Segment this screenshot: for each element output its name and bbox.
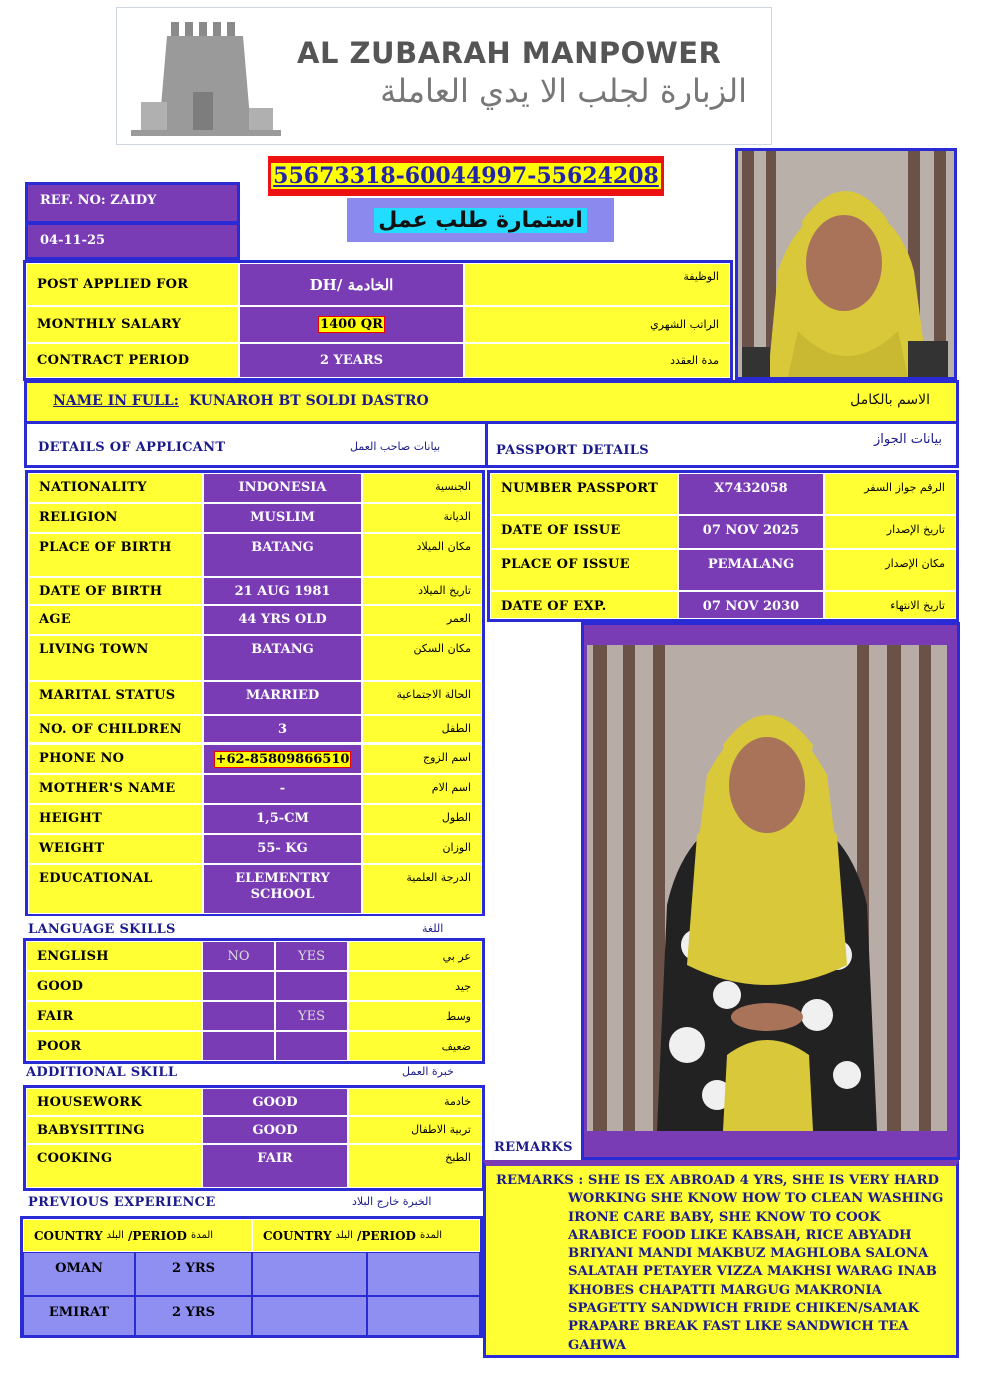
applicant-row-label: NO. OF CHILDREN <box>28 715 203 743</box>
experience-empty-cell <box>367 1296 480 1336</box>
full-name-label: NAME IN FULL: <box>53 393 179 409</box>
col-country: COUNTRY <box>34 1228 103 1243</box>
applicant-row-value: ELEMENTRY SCHOOL <box>203 864 362 914</box>
skill-row-label-ar: خادمة <box>348 1088 482 1116</box>
passport-row-value: PEMALANG <box>678 549 824 591</box>
passport-row-label-ar: مكان الإصدار <box>824 549 956 591</box>
full-name-value: KUNAROH BT SOLDI DASTRO <box>189 393 429 409</box>
applicant-row-value: MARRIED <box>203 681 362 715</box>
full-body-image <box>587 645 947 1131</box>
language-no-cell <box>202 971 275 1001</box>
job-value: 2 YEARS <box>239 343 464 378</box>
applicant-row-label-ar: اسم الام <box>362 774 482 804</box>
language-section-title-ar: اللغة <box>422 922 444 935</box>
passport-row-label: DATE OF EXP. <box>490 591 678 619</box>
applicant-row-value: 55- KG <box>203 834 362 864</box>
additional-section-title-ar: خبرة العمل <box>402 1065 454 1078</box>
language-row-label: FAIR <box>26 1001 202 1031</box>
experience-country: OMAN <box>23 1252 135 1296</box>
applicant-row-label-ar: تاريخ الميلاد <box>362 577 482 605</box>
form-title-box <box>347 198 614 242</box>
col-country: COUNTRY <box>263 1228 332 1243</box>
portrait-image <box>738 151 954 377</box>
language-row-label: GOOD <box>26 971 202 1001</box>
applicant-row-value: BATANG <box>203 635 362 681</box>
form-title: استمارة طلب عمل <box>374 208 587 233</box>
phone-value: +62-85809866510 <box>215 752 350 767</box>
applicant-row-label-ar: الدرجة العلمية <box>362 864 482 914</box>
ref-date-box <box>25 222 240 260</box>
company-logo-banner <box>116 7 772 145</box>
applicant-row-label-ar: الجنسية <box>362 473 482 503</box>
applicant-row-label: PHONE NO <box>28 744 203 774</box>
col-period: /PERIOD <box>127 1228 187 1243</box>
job-label-ar: الوظيفة <box>464 263 730 306</box>
passport-row-value: 07 NOV 2030 <box>678 591 824 619</box>
job-label: CONTRACT PERIOD <box>26 343 239 378</box>
previous-section-title: PREVIOUS EXPERIENCE <box>28 1195 216 1210</box>
applicant-row-label-ar: اسم الزوج <box>362 744 482 774</box>
language-row-label: POOR <box>26 1031 202 1061</box>
applicant-row-value: BATANG <box>203 533 362 577</box>
col-country-ar: البلد <box>106 1230 124 1241</box>
language-yes-cell <box>275 1031 348 1061</box>
remarks-text: REMARKS : SHE IS EX ABROAD 4 YRS, SHE IS VERY HARD WORKING SHE KNOW HOW TO CLEAN WASHING IRONE CARE BABY, SHE KNOW TO COOK ARABICE FOOD LIKE KABSAH, RICE ABYADH BRIYANI MANDI MAKBUZ MAGHLOBA SALONA SALATAH PETAYER VIZZA MAKHSI WARAG INAB KHOBES CHAPATTI MARGUG MAKRONIA SPAGETTY SANDWICH FRIDE CHIKEN/SAMAK PRAPARE BREAK FAST LIKE SANDWICH TEA GAHWA <box>496 1173 944 1353</box>
applicant-row-label: RELIGION <box>28 503 203 533</box>
col-period-ar: المدة <box>190 1230 214 1241</box>
applicant-row-label-ar: الوزان <box>362 834 482 864</box>
job-value: DH/ الخادمة <box>239 263 464 306</box>
applicant-full-photo-frame <box>581 622 960 1160</box>
language-row-label-ar: وسط <box>348 1001 482 1031</box>
applicant-row-label: MARITAL STATUS <box>28 681 203 715</box>
skill-row-label-ar: الطبخ <box>348 1144 482 1188</box>
passport-row-value: X7432058 <box>678 473 824 515</box>
applicant-row-value: 44 YRS OLD <box>203 605 362 635</box>
skill-row-value: FAIR <box>202 1144 348 1188</box>
language-row-label-ar: عر بي <box>348 941 482 971</box>
language-yes-cell <box>275 971 348 1001</box>
applicant-row-label: NATIONALITY <box>28 473 203 503</box>
company-name-ar: الزبارة لجلب الا يدي العاملة <box>380 72 747 110</box>
remarks-section-title: REMARKS <box>494 1140 573 1155</box>
skill-row-label: COOKING <box>26 1144 202 1188</box>
skill-row-value: GOOD <box>202 1116 348 1144</box>
salary-value: 1400 QR <box>320 317 383 332</box>
col-period: /PERIOD <box>356 1228 416 1243</box>
applicant-row-label-ar: الطول <box>362 804 482 834</box>
passport-row-label: DATE OF ISSUE <box>490 515 678 549</box>
full-name-bar <box>24 380 959 424</box>
applicant-row-label-ar: الحالة الاجتماعية <box>362 681 482 715</box>
job-label-ar: مدة العقدد <box>464 343 730 378</box>
phone-numbers-box <box>268 156 664 196</box>
applicant-row-value: INDONESIA <box>203 473 362 503</box>
experience-empty-cell <box>252 1296 367 1336</box>
language-no-cell <box>202 1001 275 1031</box>
applicant-row-value: 21 AUG 1981 <box>203 577 362 605</box>
job-label-ar: الراتب الشهري <box>464 306 730 343</box>
applicant-row-label-ar: مكان الميلاد <box>362 533 482 577</box>
applicant-row-value: 3 <box>203 715 362 743</box>
col-period-ar: المدة <box>419 1230 443 1241</box>
language-no-cell: NO <box>202 941 275 971</box>
language-no-cell <box>202 1031 275 1061</box>
experience-header-cell <box>23 1219 252 1252</box>
applicant-row-label: MOTHER'S NAME <box>28 774 203 804</box>
language-yes-cell: YES <box>275 1001 348 1031</box>
applicant-row-label: HEIGHT <box>28 804 203 834</box>
passport-row-label-ar: تاريخ الانتهاء <box>824 591 956 619</box>
applicant-row-label: AGE <box>28 605 203 635</box>
language-row-label-ar: جيد <box>348 971 482 1001</box>
applicant-row-label: DATE OF BIRTH <box>28 577 203 605</box>
company-name-en: AL ZUBARAH MANPOWER <box>297 36 722 70</box>
passport-row-label-ar: تاريخ الإصدار <box>824 515 956 549</box>
applicant-row-label: PLACE OF BIRTH <box>28 533 203 577</box>
language-row-label-ar: ضعيف <box>348 1031 482 1061</box>
applicant-section-title: DETAILS OF APPLICANT <box>38 440 226 455</box>
full-name-label-ar: الاسم بالكامل <box>850 392 930 408</box>
passport-row-label: PLACE OF ISSUE <box>490 549 678 591</box>
experience-period: 2 YRS <box>135 1252 252 1296</box>
language-row-label: ENGLISH <box>26 941 202 971</box>
applicant-row-value: MUSLIM <box>203 503 362 533</box>
applicant-row-label-ar: الديانة <box>362 503 482 533</box>
ref-date: 04-11-25 <box>40 233 106 248</box>
skill-row-value: GOOD <box>202 1088 348 1116</box>
experience-empty-cell <box>367 1252 480 1296</box>
ref-number: REF. NO: ZAIDY <box>40 193 157 208</box>
previous-section-title-ar: الخبرة خارج البلاد <box>352 1195 432 1208</box>
passport-row-value: 07 NOV 2025 <box>678 515 824 549</box>
applicant-row-label: LIVING TOWN <box>28 635 203 681</box>
skill-row-label-ar: تربية الاطفال <box>348 1116 482 1144</box>
applicant-section-title-ar: بيانات صاحب العمل <box>350 440 441 453</box>
applicant-row-value <box>203 744 362 774</box>
job-label: POST APPLIED FOR <box>26 263 239 306</box>
fort-tower-icon <box>131 12 281 142</box>
experience-country: EMIRAT <box>23 1296 135 1336</box>
passport-section-title-ar: بيانات الجواز <box>874 432 943 447</box>
salary-cell <box>239 306 464 343</box>
phone-numbers: 55673318-60044997-55624208 <box>273 163 659 189</box>
applicant-row-label-ar: مكان السكن <box>362 635 482 681</box>
applicant-row-label: EDUCATIONAL <box>28 864 203 914</box>
experience-header-cell <box>252 1219 480 1252</box>
experience-empty-cell <box>252 1252 367 1296</box>
applicant-row-label-ar: الطفل <box>362 715 482 743</box>
language-yes-cell: YES <box>275 941 348 971</box>
applicant-row-value: 1,5-CM <box>203 804 362 834</box>
applicant-row-label-ar: العمر <box>362 605 482 635</box>
skill-row-label: BABYSITTING <box>26 1116 202 1144</box>
passport-section-title: PASSPORT DETAILS <box>496 443 649 458</box>
experience-period: 2 YRS <box>135 1296 252 1336</box>
additional-section-title: ADDITIONAL SKILL <box>26 1065 178 1080</box>
job-label: MONTHLY SALARY <box>26 306 239 343</box>
applicant-row-label: WEIGHT <box>28 834 203 864</box>
applicant-row-value: - <box>203 774 362 804</box>
ref-number-box <box>25 182 240 224</box>
skill-row-label: HOUSEWORK <box>26 1088 202 1116</box>
col-country-ar: البلد <box>335 1230 353 1241</box>
remarks-box <box>483 1160 959 1358</box>
applicant-portrait-photo <box>735 148 957 380</box>
passport-row-label-ar: الرقم جواز السفر <box>824 473 956 515</box>
passport-row-label: NUMBER PASSPORT <box>490 473 678 515</box>
language-section-title: LANGUAGE SKILLS <box>28 922 176 937</box>
